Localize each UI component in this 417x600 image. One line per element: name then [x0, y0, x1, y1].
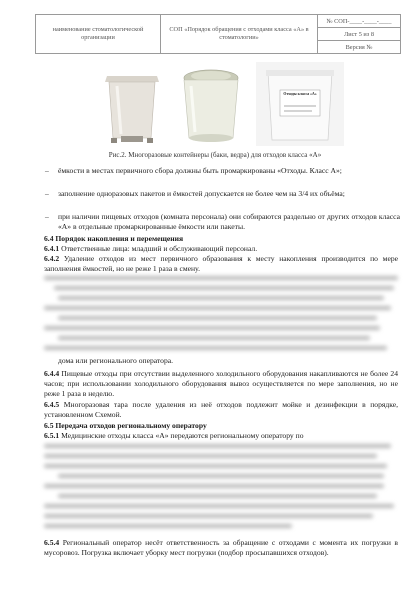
document-header-table	[35, 14, 401, 54]
blurred-text-region	[44, 276, 398, 356]
list-item: – заполнение одноразовых пакетов и ёмкостей допускается не более чем на 3/4 их объёма;	[45, 189, 345, 198]
paragraph-6-5-4: 6.5.4 Региональный оператор несёт ответственность за обращение с отходами с момента их погрузки в мусоровоз. Погрузка включает уборку мест погрузки (подбор просыпавшихся отходов).	[44, 538, 398, 557]
paragraph-6-5-1: 6.5.1 Медицинские отходы класса «А» передаются региональному оператору по	[44, 431, 304, 440]
figure-caption: Рис.2. Многоразовые контейнеры (баки, ведра) для отходов класса «А»	[108, 151, 322, 159]
section-heading-6-4: 6.4 Порядок накопления и перемещения	[44, 234, 184, 243]
paragraph-6-4-2: 6.4.2 Удаление отходов из мест первичного образования к месту накопления производится по мере заполнения ёмкостей, но не реже 1 раза в смену.	[44, 254, 398, 273]
paragraph-6-4-4: 6.4.4 Пищевые отходы при отсутствии выделенного холодильного оборудования накапливаются не более 24 часов; при использовании холодильного оборудования вывоз осуществляется по мере заполнения, но не реже 1 раза в неделю.	[44, 369, 398, 398]
paragraph-6-4-1: 6.4.1 Ответственные лица: младший и обслуживающий персонал.	[44, 244, 258, 253]
labeled-container-image	[256, 62, 344, 151]
version-number: Версия №	[345, 43, 373, 51]
document-meta	[318, 15, 400, 53]
sop-title: СОП «Порядок обращения с отходами класса «А» в стоматологии»	[161, 15, 318, 53]
section-heading-6-5: 6.5 Передача отходов региональному оператору	[44, 421, 207, 430]
organization-name: наименование стоматологической организации	[36, 15, 161, 53]
sheet-number: Лист 5 из 8	[318, 28, 400, 41]
list-item: – ёмкости в местах первичного сбора должны быть промаркированы «Отходы. Класс А»;	[45, 166, 342, 175]
blurred-text-region	[44, 444, 398, 534]
paragraph-6-4-5: 6.4.5 Многоразовая тара после удаления из неё отходов подлежит мойке и дезинфекции в порядке, установленном Схемой.	[44, 400, 398, 419]
pedal-bin-image	[97, 62, 167, 151]
paragraph-fragment: дома или регионального оператора.	[58, 356, 174, 365]
bucket-image	[175, 62, 247, 151]
list-item: – при наличии пищевых отходов (комната персонала) они собираются раздельно от других отходов класса «А» в отдельные промаркированные ёмкости или пакеты.	[45, 212, 400, 231]
sop-number: № СОП-____-____-____	[318, 15, 400, 28]
container-label-text: Отходы класса «А»	[283, 92, 317, 96]
